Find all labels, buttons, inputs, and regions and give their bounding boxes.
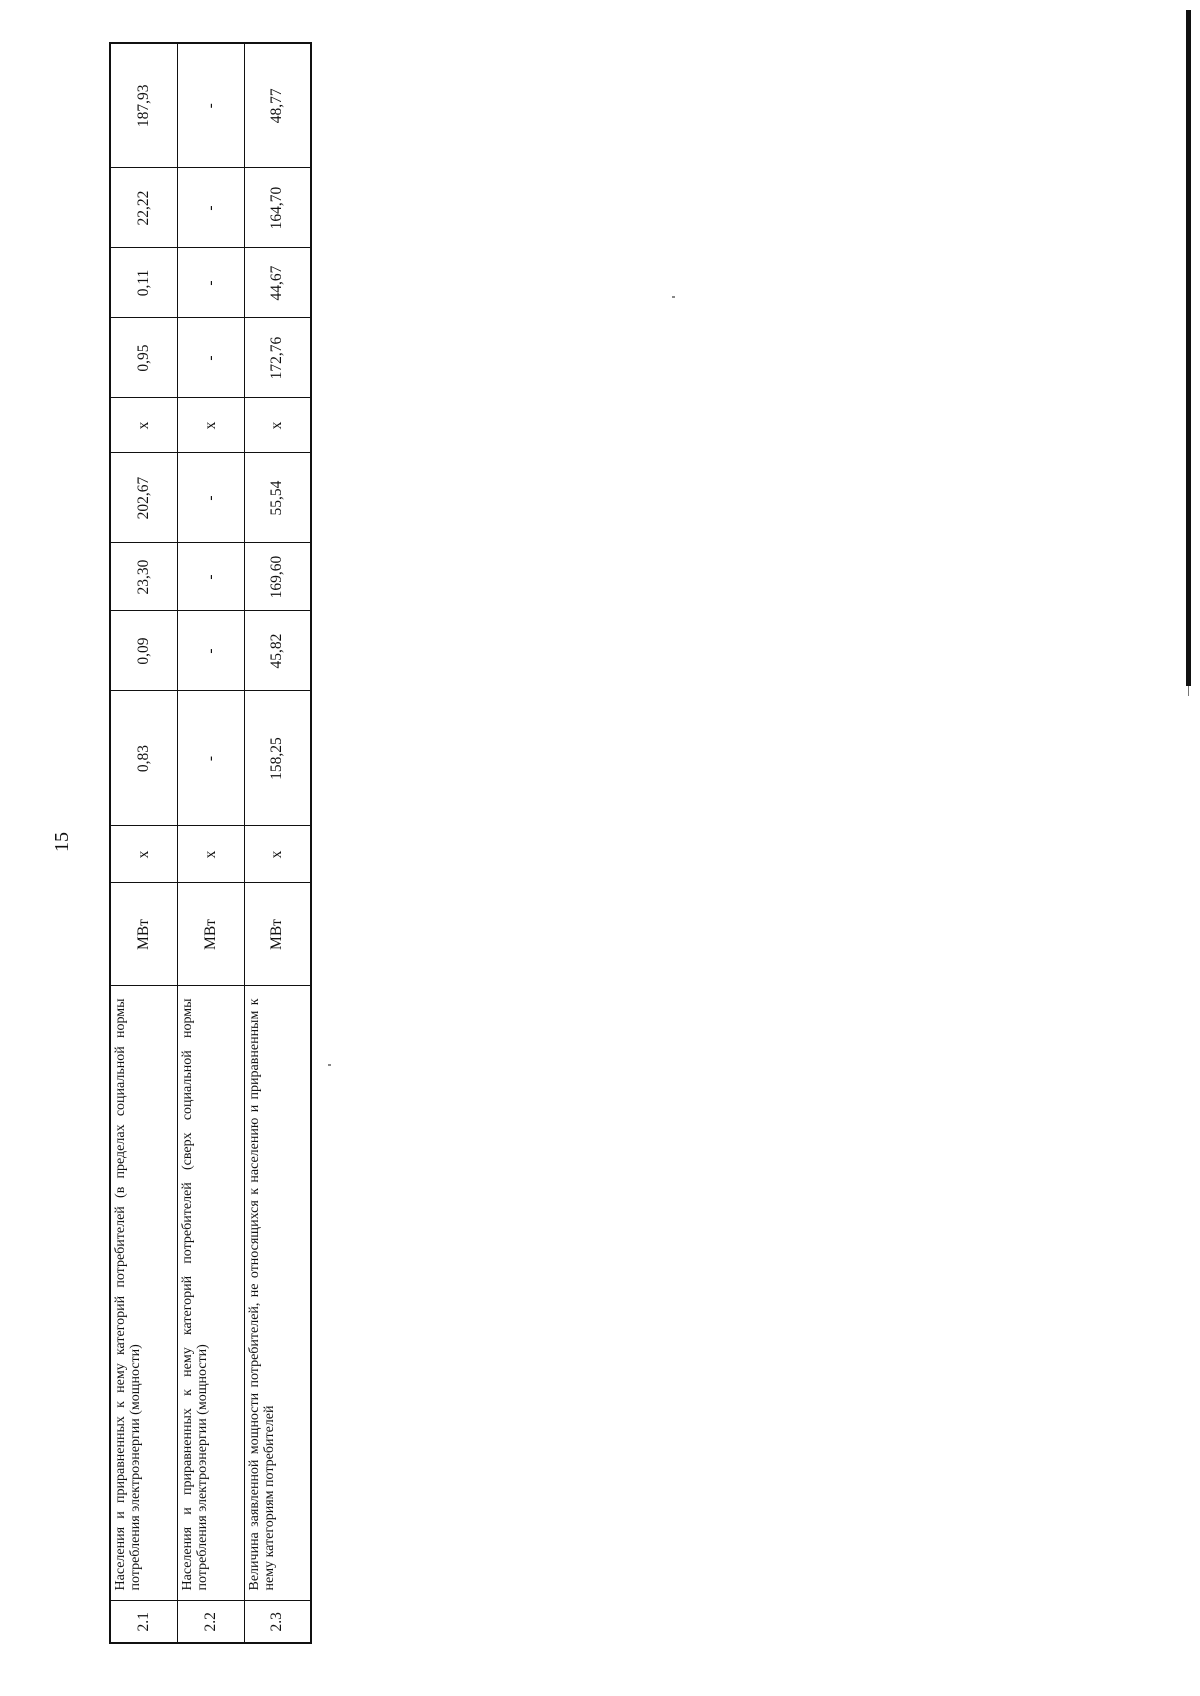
cell-value: 48,77 — [244, 43, 311, 168]
table-row — [110, 43, 177, 1643]
row-index: 2.1 — [110, 1601, 177, 1643]
cell-value: - — [177, 691, 244, 826]
row-index: 2.3 — [244, 1601, 311, 1643]
cell-value: 202,67 — [110, 453, 177, 543]
cell-value: х — [177, 398, 244, 453]
row-index: 2.2 — [177, 1601, 244, 1643]
row-description: Населения и приравненных к нему категорий потребителей (в пределах социальной нормы потребления электроэнергии (мощности) — [110, 986, 177, 1601]
cell-value: - — [177, 168, 244, 248]
cell-value: 0,11 — [110, 248, 177, 318]
cell-value: 0,09 — [110, 611, 177, 691]
cell-value: 22,22 — [110, 168, 177, 248]
cell-value: 172,76 — [244, 318, 311, 398]
cell-value: - — [177, 318, 244, 398]
cell-value: - — [177, 543, 244, 611]
cell-value: 0,83 — [110, 691, 177, 826]
row-description: Величина заявленной мощности потребителей, не относящихся к населению и приравненным к нему категориям потребителей — [244, 986, 311, 1601]
cell-value: - — [177, 453, 244, 543]
scan-edge-bar-tail — [1188, 686, 1189, 696]
cell-value: х — [244, 826, 311, 883]
cell-value: 44,67 — [244, 248, 311, 318]
cell-value: 158,25 — [244, 691, 311, 826]
scan-edge-bar — [1186, 10, 1191, 686]
cell-value: 23,30 — [110, 543, 177, 611]
rotated-table-container — [109, 44, 310, 1644]
scan-speck — [328, 1064, 331, 1066]
cell-value: 55,54 — [244, 453, 311, 543]
row-unit: МВт — [110, 883, 177, 986]
table-row — [177, 43, 244, 1643]
cell-value: х — [110, 826, 177, 883]
row-description: Населения и приравненных к нему категорий потребителей (сверх социальной нормы потребления электроэнергии (мощности) — [177, 986, 244, 1601]
table-row — [244, 43, 311, 1643]
cell-value: 164,70 — [244, 168, 311, 248]
cell-value: 169,60 — [244, 543, 311, 611]
cell-value: х — [177, 826, 244, 883]
cell-value: х — [244, 398, 311, 453]
scan-speck — [672, 296, 675, 298]
row-unit: МВт — [244, 883, 311, 986]
cell-value: 187,93 — [110, 43, 177, 168]
cell-value: 0,95 — [110, 318, 177, 398]
cell-value: - — [177, 248, 244, 318]
cell-value: х — [110, 398, 177, 453]
cell-value: - — [177, 611, 244, 691]
row-unit: МВт — [177, 883, 244, 986]
cell-value: - — [177, 43, 244, 168]
power-table — [109, 42, 312, 1644]
page-number: 15 — [51, 832, 73, 852]
cell-value: 45,82 — [244, 611, 311, 691]
